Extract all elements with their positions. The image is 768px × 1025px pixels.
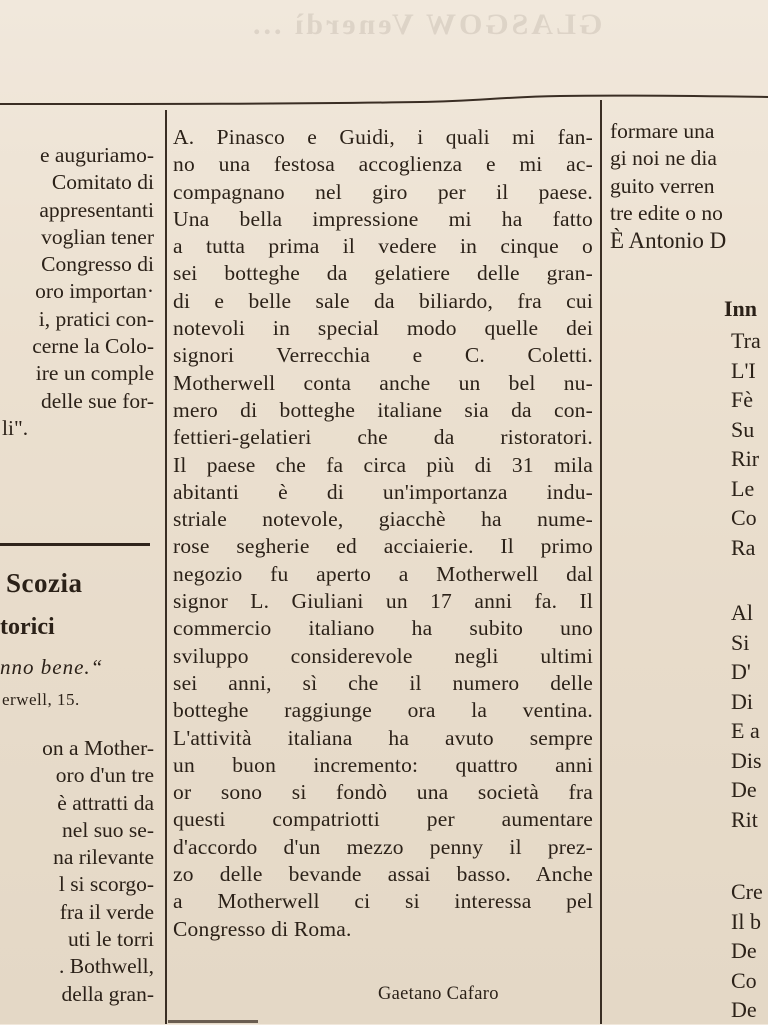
poem-stanza [731,326,761,562]
text-line: D' [731,659,751,684]
text-line: on a Mother- [42,736,154,760]
text-line: delle sue for- [41,388,154,413]
text-line: abitanti è di un'importanza indu- [173,479,593,504]
text-line: È Antonio D [610,228,727,254]
text-line: a tutta prima il vedere in cinque o [173,234,593,259]
text-line: Congresso di [41,252,154,277]
text-line: nel suo se- [62,817,154,842]
text-line: Rir [731,446,760,471]
text-line: Le [731,475,755,501]
text-line: na rilevante [53,845,154,870]
text-line: l si scorgo- [58,872,154,897]
text-line: fra il verde [59,899,154,924]
top-rule [0,93,768,107]
text-line: è attratti da [57,790,154,815]
text-line: commercio italiano ha subito uno [173,616,593,641]
section-separator [0,543,150,546]
right-column-top [610,118,768,254]
text-line: uti le torri [68,927,154,952]
text-line: zo delle bevande assai basso. Anche [173,862,593,887]
text-line: della gran- [61,981,154,1006]
text-line: notevoli in special modo quelle dei [173,316,593,341]
text-line: Rit [731,806,758,832]
text-line: sviluppo considerevole negli ultimi [173,643,593,668]
text-line: signori Verrecchia e C. Coletti. [173,343,593,368]
text-line: Si [731,629,750,655]
text-line: di e belle sale da biliardo, fra cui [173,288,593,313]
section-separator [168,1020,258,1023]
text-line: De [731,997,757,1022]
text-line: De [731,938,757,963]
text-line: Dis [731,747,762,773]
text-line: guito verren [610,173,715,198]
section-heading: Scozia [6,568,83,598]
dateline: erwell, 15. [2,690,80,709]
section-heading: Inn [724,296,758,321]
text-line: sei botteghe da gelatiere delle gran- [173,261,593,286]
text-line: botteghe raggiunge ora la ventina. [173,698,593,723]
text-line: e auguriamo- [39,143,154,167]
text-line: appresentanti [39,197,154,222]
text-line: Il b [731,908,761,934]
text-line: li". [2,415,29,440]
text-line: sei anni, sì che il numero delle [173,670,593,695]
text-line: oro importan· [35,279,154,304]
left-column-bottom [0,735,158,1008]
text-line: Congresso di Roma. [173,916,352,941]
article-body [173,124,593,943]
text-line: Una bella impressione mi ha fatto [173,206,593,231]
author-signature: Gaetano Cafaro [378,984,499,1004]
text-line: rose segherie ed acciaierie. Il primo [173,534,593,559]
text-line: Su [731,416,755,442]
text-line: or sono si fondò una società fra [173,780,593,805]
text-line: no una festosa accoglienza e mi ac- [173,152,593,177]
text-line: formare una [610,119,715,143]
bleed-through-masthead: GLASGOW Venerdì ... [250,8,603,41]
text-line: d'accordo d'un mezzo penny il prez- [173,834,593,859]
text-line: cerne la Colo- [32,334,154,359]
text-line: tre edite o no [610,200,723,225]
text-line: compagnano nel giro per il paese. [173,179,593,204]
text-line: striale notevole, giacchè ha nume- [173,507,593,532]
text-line: un buon incremento: quattro anni [173,752,593,777]
column-divider [165,110,167,1024]
text-line: L'I [731,357,756,383]
column-divider [600,100,602,1024]
text-line: Tra [731,328,761,353]
text-line: gi noi ne dia [610,146,717,171]
text-line: Co [731,967,757,993]
text-line: i, pratici con- [38,306,154,331]
text-line: Co [731,505,757,530]
text-line: Comitato di [51,170,154,195]
text-line: fettieri-gelatieri che da ristoratori. [173,425,593,450]
text-line: De [731,777,757,802]
left-column-top [0,142,160,442]
text-line: voglian tener [41,224,154,249]
text-line: Cre [731,879,763,904]
text-line: Il paese che fa circa più di 31 mila [173,452,593,477]
section-subheading: torici [0,614,55,640]
text-line: . Bothwell, [59,954,154,979]
text-line: A. Pinasco e Guidi, i quali mi fan- [173,125,593,149]
text-line: negozio fu aperto a Motherwell dal [173,561,593,586]
text-line: Di [731,688,753,714]
poem-stanza [731,598,762,834]
text-line: mero di botteghe italiane sia da con- [173,397,593,422]
text-line: Motherwell conta anche un bel nu- [173,370,593,395]
text-line: E a [731,718,760,743]
text-line: Al [731,600,753,625]
poem-stanza [731,877,763,1025]
text-line: a Motherwell ci si interessa pel [173,889,593,914]
text-line: oro d'un tre [55,763,154,788]
text-line: questi compatriotti per aumentare [173,807,593,832]
text-line: Ra [731,534,756,560]
italic-quote: nno bene.“ [0,655,104,679]
text-line: Fè [731,387,753,412]
text-line: L'attività italiana ha avuto sempre [173,725,593,750]
text-line: signor L. Giuliani un 17 anni fa. Il [173,589,593,614]
text-line: ire un comple [35,361,154,386]
